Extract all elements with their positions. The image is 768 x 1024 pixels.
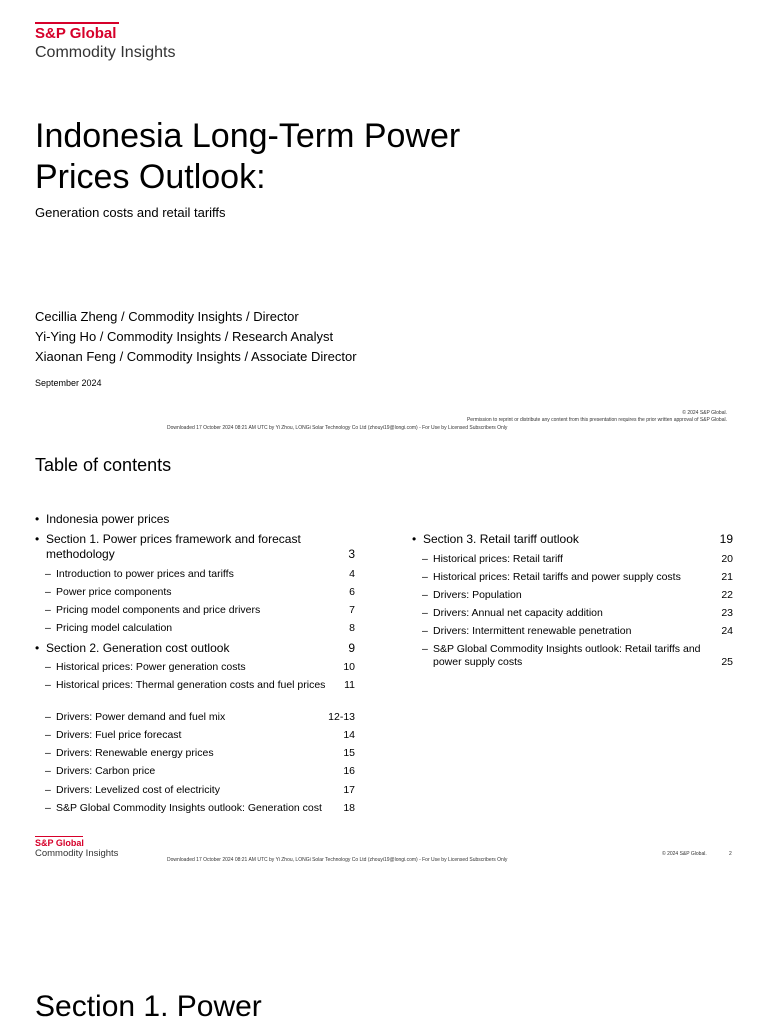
toc-entry-label: Pricing model calculation xyxy=(56,622,173,634)
author-line: Xiaonan Feng / Commodity Insights / Associate Director xyxy=(35,349,357,364)
toc-entry-page: 10 xyxy=(343,661,355,673)
toc-entry-page: 4 xyxy=(349,568,355,580)
dash-icon: – xyxy=(45,679,51,691)
toc-entry[interactable] xyxy=(422,607,733,620)
dash-icon: – xyxy=(45,568,51,580)
toc-entry[interactable] xyxy=(35,512,355,527)
toc-entry[interactable] xyxy=(45,747,355,760)
toc-entry[interactable] xyxy=(45,784,355,797)
toc-entry-label: Section 1. Power prices framework and forecast methodology xyxy=(46,532,301,561)
toc-entry-page: 23 xyxy=(721,607,733,619)
cover-copyright: © 2024 S&P Global. xyxy=(682,410,727,416)
dash-icon: – xyxy=(422,553,428,565)
toc-entry-page: 22 xyxy=(721,589,733,601)
toc-entry-page: 16 xyxy=(343,765,355,777)
toc-entry-page: 17 xyxy=(343,784,355,796)
toc-entry-label: Drivers: Population xyxy=(433,589,522,601)
toc-entry-label: Section 2. Generation cost outlook xyxy=(46,641,230,655)
toc-title: Table of contents xyxy=(35,455,172,475)
dash-icon: – xyxy=(45,586,51,598)
dash-icon: – xyxy=(45,622,51,634)
toc-entry-label: Drivers: Annual net capacity addition xyxy=(433,607,603,619)
toc-entry-page: 12-13 xyxy=(328,711,355,723)
author-line: Cecillia Zheng / Commodity Insights / Director xyxy=(35,309,299,324)
toc-entry-page: 8 xyxy=(349,622,355,634)
toc-entry-label: Pricing model components and price drivers xyxy=(56,604,261,616)
logo-brand-subtitle: Commodity Insights xyxy=(35,848,119,859)
toc-entry-page: 24 xyxy=(721,625,733,637)
bullet-icon: • xyxy=(35,512,40,526)
dash-icon: – xyxy=(422,571,428,583)
logo-bar xyxy=(35,22,119,24)
toc-entry-page: 25 xyxy=(721,656,733,668)
toc-entry[interactable] xyxy=(35,641,355,656)
toc-entry-label: Introduction to power prices and tariffs xyxy=(56,568,234,580)
toc-entry[interactable] xyxy=(422,643,733,669)
toc-entry-page: 18 xyxy=(343,802,355,814)
dash-icon: – xyxy=(45,747,51,759)
toc-entry-page: 20 xyxy=(721,553,733,565)
toc-entry[interactable] xyxy=(45,586,355,599)
toc-entry-page: 21 xyxy=(721,571,733,583)
toc-entry[interactable] xyxy=(45,568,355,581)
toc-entry-label: Historical prices: Retail tariffs and power supply costs xyxy=(433,571,681,583)
cover-permission: Permission to reprint or distribute any content from this presentation requires the prior written approval of S&P Global. xyxy=(466,417,727,423)
toc-entry[interactable] xyxy=(45,622,355,635)
cover-title: Indonesia Long-Term Power Prices Outlook: xyxy=(35,117,461,196)
logo-brand-subtitle: Commodity Insights xyxy=(35,44,176,61)
toc-entry[interactable] xyxy=(422,625,733,638)
toc-entry-label: Power price components xyxy=(56,586,172,598)
toc-entry-label: Drivers: Levelized cost of electricity xyxy=(56,784,220,796)
cover-date: September 2024 xyxy=(35,378,102,388)
toc-entry-label: Drivers: Carbon price xyxy=(56,765,156,777)
toc-entry-page: 11 xyxy=(344,679,355,691)
toc-entry[interactable] xyxy=(45,729,355,742)
toc-entry[interactable] xyxy=(45,679,355,692)
author-line: Yi-Ying Ho / Commodity Insights / Research Analyst xyxy=(35,329,334,344)
dash-icon: – xyxy=(422,643,428,655)
toc-entry-page: 9 xyxy=(348,641,355,655)
toc-entry-label: Historical prices: Retail tariff xyxy=(433,553,563,565)
toc-entry[interactable] xyxy=(45,802,355,815)
toc-entry[interactable] xyxy=(422,589,733,602)
dash-icon: – xyxy=(45,604,51,616)
toc-entry-page: 14 xyxy=(343,729,355,741)
toc-entry-label: Drivers: Fuel price forecast xyxy=(56,729,182,741)
toc-page-number: 2 xyxy=(729,851,732,857)
dash-icon: – xyxy=(45,729,51,741)
toc-entry[interactable] xyxy=(422,553,733,566)
toc-entry[interactable] xyxy=(45,604,355,617)
dash-icon: – xyxy=(45,765,51,777)
toc-entry-page: 15 xyxy=(343,747,355,759)
bullet-icon: • xyxy=(35,641,40,655)
toc-entry-label: S&P Global Commodity Insights outlook: Generation cost xyxy=(56,802,322,814)
section-title: Section 1. Power xyxy=(35,990,262,1023)
dash-icon: – xyxy=(422,607,428,619)
bullet-icon: • xyxy=(412,532,417,546)
toc-entry-label: Historical prices: Thermal generation costs and fuel prices xyxy=(56,679,326,691)
dash-icon: – xyxy=(422,625,428,637)
toc-entry[interactable] xyxy=(45,661,355,674)
toc-entry[interactable] xyxy=(45,711,355,724)
dash-icon: – xyxy=(45,711,51,723)
dash-icon: – xyxy=(45,784,51,796)
toc-entry-page: 3 xyxy=(348,547,355,561)
toc-entry-label: Historical prices: Power generation costs xyxy=(56,661,246,673)
cover-subtitle: Generation costs and retail tariffs xyxy=(35,205,226,220)
toc-entry[interactable] xyxy=(35,532,355,562)
toc-entry-page: 7 xyxy=(349,604,355,616)
toc-entry-label: Drivers: Renewable energy prices xyxy=(56,747,214,759)
toc-entry-label: Drivers: Intermittent renewable penetration xyxy=(433,625,632,637)
toc-entry-page: 19 xyxy=(719,532,733,546)
dash-icon: – xyxy=(45,802,51,814)
cover-download-notice: Downloaded 17 October 2024 08:21 AM UTC by Yi Zhou, LONGi Solar Technology Co Ltd (zhouyi19@longi.com) - For Use by Licensed Subscribers Only xyxy=(167,425,508,431)
bullet-icon: • xyxy=(35,532,40,546)
logo-brand-name: S&P Global xyxy=(35,838,84,848)
dash-icon: – xyxy=(422,589,428,601)
toc-entry-label: Section 3. Retail tariff outlook xyxy=(423,532,579,546)
toc-footer-copyright: © 2024 S&P Global. xyxy=(662,851,707,857)
toc-entry[interactable] xyxy=(422,571,733,584)
toc-entry-label: S&P Global Commodity Insights outlook: Retail tariffs and power supply costs xyxy=(433,643,701,668)
logo-brand-name: S&P Global xyxy=(35,25,117,42)
logo-bar xyxy=(35,836,83,837)
toc-entry-label: Drivers: Power demand and fuel mix xyxy=(56,711,226,723)
toc-entry[interactable] xyxy=(45,765,355,778)
dash-icon: – xyxy=(45,661,51,673)
toc-entry-page: 6 xyxy=(349,586,355,598)
toc-entry[interactable] xyxy=(412,532,733,547)
toc-download-notice: Downloaded 17 October 2024 08:21 AM UTC by Yi Zhou, LONGi Solar Technology Co Ltd (zhouyi19@longi.com) - For Use by Licensed Subscribers Only xyxy=(167,857,508,863)
toc-entry-label: Indonesia power prices xyxy=(46,512,170,526)
